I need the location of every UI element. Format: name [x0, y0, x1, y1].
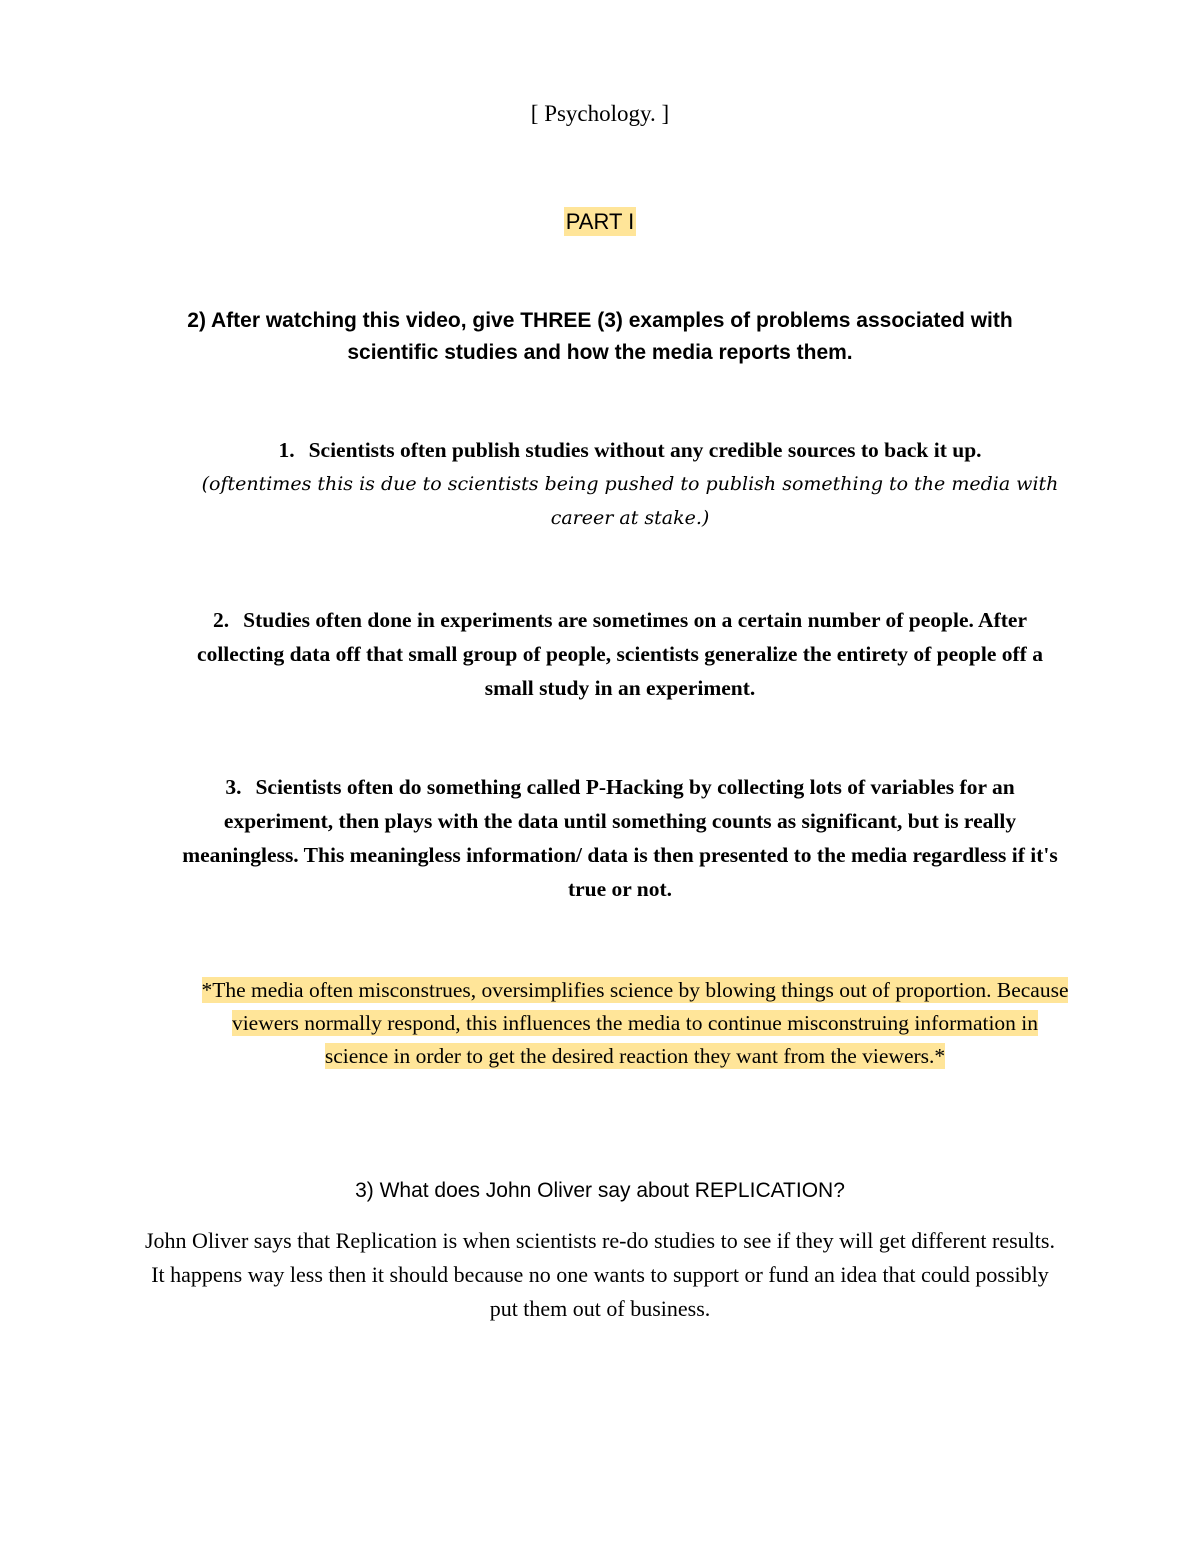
list-item-number: 1.: [278, 438, 295, 462]
list-item-text: Scientists often publish studies without any credible sources to back it up.: [308, 438, 982, 462]
part-label: PART I: [565, 209, 635, 234]
list-item-text: Scientists often do something called P-Hacking by collecting lots of variables for an experiment, then plays with the data until something counts as significant, but is really meaningless. This meaningless information/ data is then presented to the media regardless if it's true or not.: [182, 775, 1058, 901]
list-item-number: 3.: [225, 775, 242, 799]
question-2: 2) After watching this video, give THREE (3) examples of problems associated with scientific studies and how the media reports them.: [187, 309, 1013, 364]
list-item-note: (oftentimes this is due to scientists being pushed to publish something to the media with career at stake.): [201, 473, 1059, 529]
question-3: 3) What does John Oliver say about REPLICATION?: [355, 1179, 845, 1202]
document-title: [ Psychology. ]: [530, 101, 670, 126]
highlighted-note-text: *The media often misconstrues, oversimplifies science by blowing things out of proportion. Because viewers normally respond, this influences the media to continue misconstruing information in science in order to get the desired reaction they want from the viewers.*: [201, 978, 1069, 1068]
highlighted-note: [200, 974, 1070, 1073]
list-item-3: [180, 770, 1060, 906]
list-item-1: [180, 433, 1080, 535]
answer-3: John Oliver says that Replication is when scientists re-do studies to see if they will get different results. It happens way less then it should because no one wants to support or fund an idea that could possibly put them out of business.: [145, 1228, 1055, 1321]
list-item-number: 2.: [213, 608, 230, 632]
list-item-2: [180, 603, 1060, 705]
list-item-text: Studies often done in experiments are sometimes on a certain number of people. After collecting data off that small group of people, scientists generalize the entirety of people off a small study in an experiment.: [197, 608, 1043, 700]
part-heading: [0, 206, 1200, 238]
